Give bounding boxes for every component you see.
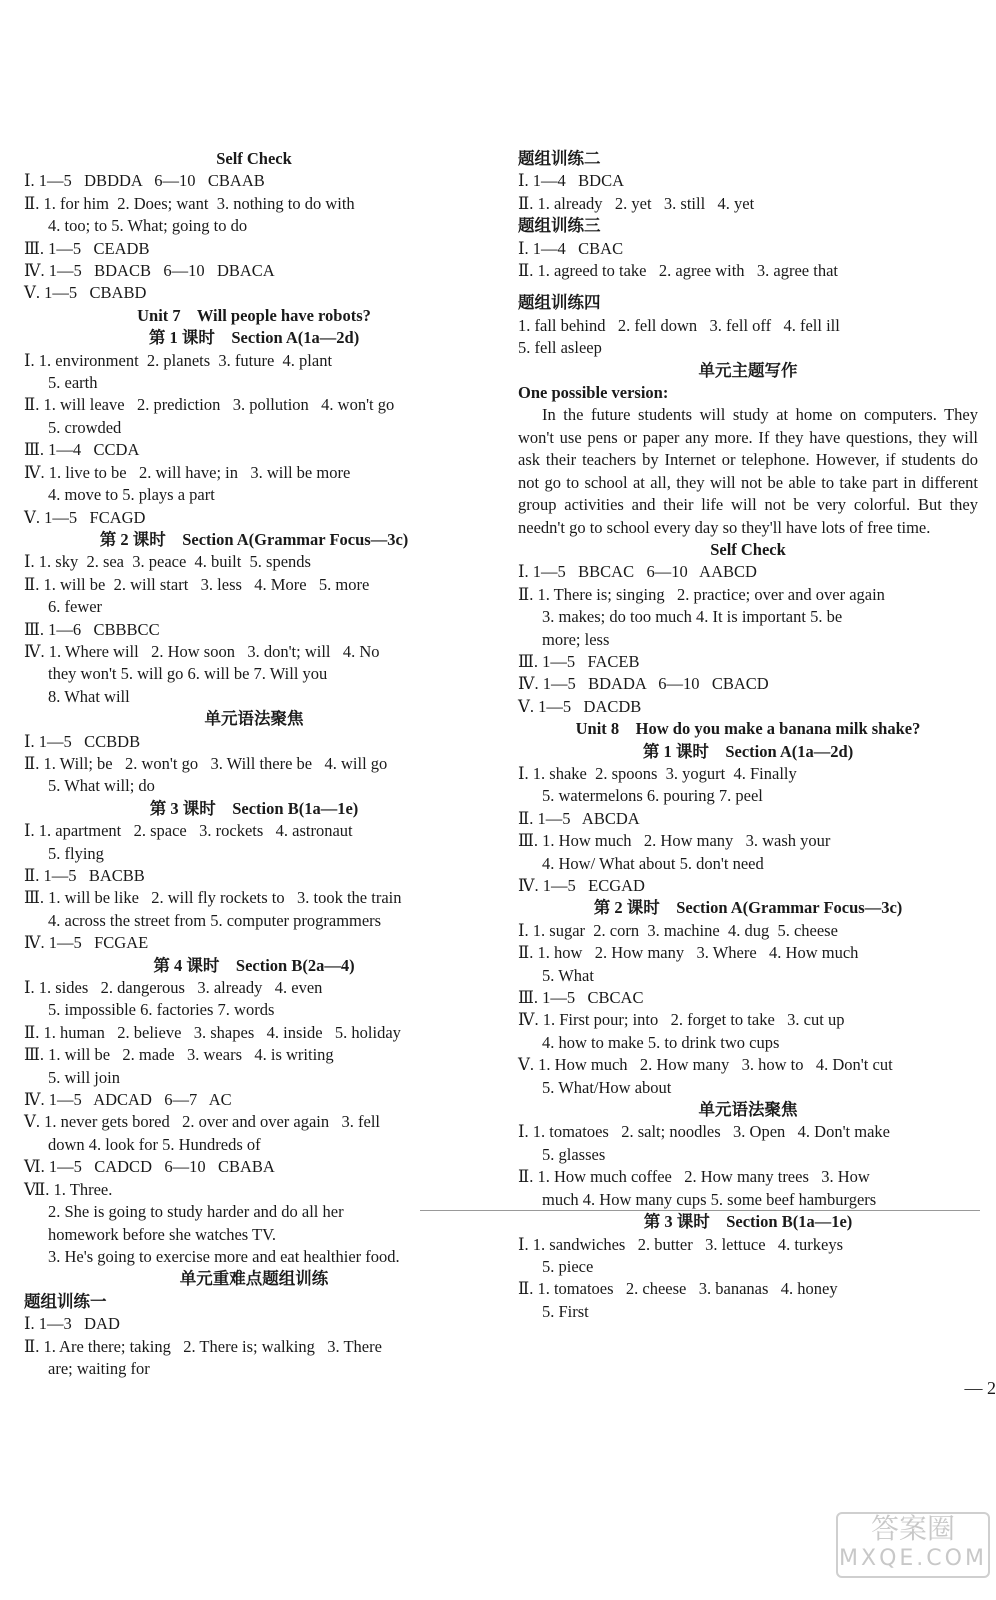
page-number: — 2 (964, 1378, 996, 1398)
answer-line: are; waiting for (48, 1358, 150, 1378)
answer-line: much 4. How many cups 5. some beef hamburgers (542, 1189, 877, 1209)
group-heading: 题组训练一 (24, 1291, 107, 1311)
right-answer-column (518, 148, 978, 1323)
section-heading: 单元主题写作 (698, 360, 798, 380)
answer-line: Ⅱ. 1. already 2. yet 3. still 4. yet (518, 193, 755, 213)
answer-line: Ⅳ. 1. First pour; into 2. forget to take 3. cut up (518, 1010, 845, 1030)
right-column-bottom (518, 539, 978, 1323)
answer-line: 3. He's going to exercise more and eat healthier food. (48, 1246, 400, 1266)
answer-line: Ⅲ. 1—6 CBBBCC (24, 619, 160, 639)
answer-line: Ⅰ. 1—4 CBAC (518, 238, 624, 258)
answer-line: Ⅰ. 1—5 BBCAC 6—10 AABCD (518, 562, 757, 582)
section-heading: 第 3 课时 Section B(1a—1e) (643, 1212, 853, 1232)
answer-line: Ⅳ. 1—5 FCGAE (24, 933, 149, 953)
answer-line: Ⅱ. 1. will be 2. will start 3. less 4. More 5. more (24, 574, 370, 594)
answer-line: Ⅲ. 1—5 CBCAC (518, 988, 644, 1008)
answer-line: Ⅳ. 1—5 ECGAD (518, 876, 645, 895)
answer-line: they won't 5. will go 6. will be 7. Will you (48, 664, 328, 684)
answer-line: Ⅱ. 1—5 ABCDA (518, 808, 640, 828)
answer-line: Ⅱ. 1. Are there; taking 2. There is; walking 3. There (24, 1336, 382, 1356)
section-heading: 第 4 课时 Section B(2a—4) (153, 955, 355, 975)
answer-line: 4. too; to 5. What; going to do (48, 216, 248, 236)
answer-line: 4. how to make 5. to drink two cups (542, 1032, 780, 1052)
answer-line: Ⅰ. 1—3 DAD (24, 1314, 120, 1334)
answer-line: 1. fall behind 2. fell down 3. fell off 4. fell ill (518, 315, 840, 335)
left-answer-column (24, 148, 484, 1380)
answer-line: Ⅰ. 1. sky 2. sea 3. peace 4. built 5. spends (24, 552, 311, 572)
answer-line: Ⅴ. 1. never gets bored 2. over and over again 3. fell (24, 1112, 381, 1132)
section-heading: Self Check (216, 149, 292, 168)
group-heading: One possible version: (518, 383, 669, 403)
section-heading: 第 1 课时 Section A(1a—2d) (148, 328, 360, 348)
answer-line: Ⅰ. 1. sugar 2. corn 3. machine 4. dug 5. cheese (518, 920, 838, 940)
answer-line: Ⅰ. 1. sides 2. dangerous 3. already 4. even (24, 978, 323, 998)
answer-line: 5. What will; do (48, 776, 155, 796)
answer-line: Ⅳ. 1. live to be 2. will have; in 3. will be more (24, 462, 351, 482)
answer-line: Ⅶ. 1. Three. (24, 1179, 113, 1199)
answer-line: 4. move to 5. plays a part (48, 485, 215, 505)
answer-line: Ⅳ. 1. Where will 2. How soon 3. don't; will 4. No (24, 641, 380, 661)
answer-line: 5. earth (48, 373, 98, 393)
group-heading: 题组训练二 (518, 149, 601, 168)
answer-line: Ⅱ. 1. human 2. believe 3. shapes 4. inside 5. holiday (24, 1022, 401, 1042)
answer-line: Ⅱ. 1. for him 2. Does; want 3. nothing to do with (24, 193, 355, 213)
watermark-logo (836, 1512, 990, 1578)
answer-line: Ⅱ. 1. how 2. How many 3. Where 4. How much (518, 943, 859, 963)
answer-line: Ⅲ. 1. will be 2. made 3. wears 4. is writing (24, 1045, 334, 1065)
answer-line: Ⅱ. 1. There is; singing 2. practice; over and over again (518, 584, 885, 604)
answer-line: Ⅱ. 1—5 BACBB (24, 866, 145, 885)
answer-line: Ⅴ. 1—5 DACDB (518, 696, 642, 716)
answer-line: Ⅰ. 1—5 CCBDB (24, 731, 141, 751)
answer-line: Ⅰ. 1. tomatoes 2. salt; noodles 3. Open 4. Don't make (518, 1122, 890, 1142)
answer-line: homework before she watches TV. (48, 1224, 277, 1244)
answer-line: 5. glasses (542, 1144, 606, 1164)
section-heading: Unit 8 How do you make a banana milk shake? (575, 719, 921, 739)
answer-line: Ⅴ. 1—5 FCAGD (24, 507, 146, 527)
answer-line: Ⅳ. 1—5 BDACB 6—10 DBACA (24, 261, 275, 281)
answer-line: 5. crowded (48, 417, 122, 437)
answer-line: Ⅴ. 1. How much 2. How many 3. how to 4. Don't cut (518, 1055, 893, 1075)
answer-line: 5. What/How about (542, 1077, 672, 1097)
answer-line: Ⅴ. 1—5 CBABD (24, 283, 147, 303)
answer-line: 5. What (542, 965, 594, 985)
answer-line: Ⅰ. 1. sandwiches 2. butter 3. lettuce 4. turkeys (518, 1234, 843, 1254)
section-heading: 单元重难点题组训练 (179, 1269, 329, 1289)
section-heading: 第 2 课时 Section A(Grammar Focus—3c) (99, 529, 409, 549)
section-heading: Unit 7 Will people have robots? (137, 305, 371, 325)
right-column-top (518, 148, 978, 404)
answer-line: 5. piece (542, 1256, 594, 1276)
watermark-subtitle: MXQE.COM (839, 1546, 987, 1571)
writing-sample-essay: In the future students will study at home on computers. They won't use pens or paper any more. If they have questions, they will ask their teachers by Internet or telephone. However, if students do not go to school at all, they will not be able to take part in different group activities and their life will not be very colorful. But they needn't go to school every day so they'll have lots of free time. (518, 405, 978, 537)
answer-line: 5. will join (48, 1067, 120, 1087)
answer-line: Ⅲ. 1—4 CCDA (24, 440, 140, 460)
answer-line: Ⅵ. 1—5 CADCD 6—10 CBABA (24, 1157, 275, 1177)
answer-line: Ⅲ. 1—5 FACEB (518, 651, 640, 671)
section-heading: 单元语法聚焦 (698, 1100, 798, 1120)
answer-line: Ⅲ. 1—5 CEADB (24, 238, 150, 258)
answer-line: Ⅳ. 1—5 ADCAD 6—7 AC (24, 1090, 232, 1110)
group-heading: 题组训练四 (518, 293, 601, 313)
group-heading: 题组训练三 (518, 216, 601, 236)
section-heading: 第 2 课时 Section A(Grammar Focus—3c) (593, 898, 903, 918)
answer-line: 8. What will (48, 686, 130, 706)
answer-line: Ⅱ. 1. will leave 2. prediction 3. pollution 4. won't go (24, 395, 395, 415)
answer-line: Ⅳ. 1—5 BDADA 6—10 CBACD (518, 674, 769, 694)
answer-line: 5. impossible 6. factories 7. words (48, 1000, 275, 1020)
section-heading: 第 3 课时 Section B(1a—1e) (149, 798, 359, 818)
answer-line: Ⅱ. 1. Will; be 2. won't go 3. Will there be 4. will go (24, 753, 388, 773)
answer-line: 4. across the street from 5. computer programmers (48, 910, 382, 930)
answer-line: 5. flying (48, 843, 104, 863)
answer-line: Ⅲ. 1. How much 2. How many 3. wash your (518, 831, 831, 851)
scan-artifact-rule (420, 1210, 980, 1211)
answer-line: Ⅰ. 1—5 DBDDA 6—10 CBAAB (24, 171, 265, 191)
answer-line: 5. First (542, 1301, 589, 1321)
answer-line: Ⅱ. 1. tomatoes 2. cheese 3. bananas 4. honey (518, 1279, 838, 1299)
answer-line: down 4. look for 5. Hundreds of (48, 1134, 261, 1154)
answer-line: 5. watermelons 6. pouring 7. peel (542, 786, 763, 806)
watermark-title: 答案圈 (870, 1512, 955, 1545)
answer-line: 4. How/ What about 5. don't need (542, 853, 764, 873)
answer-line: Ⅰ. 1—4 BDCA (518, 171, 624, 191)
answer-line: 2. She is going to study harder and do all her (48, 1202, 344, 1222)
answer-line: 5. fell asleep (518, 338, 602, 358)
section-heading: 第 1 课时 Section A(1a—2d) (642, 741, 854, 761)
answer-line: Ⅰ. 1. environment 2. planets 3. future 4. plant (24, 350, 333, 370)
section-heading: 单元语法聚焦 (204, 709, 304, 729)
answer-line: Ⅱ. 1. agreed to take 2. agree with 3. agree that (518, 261, 839, 281)
answer-line: 3. makes; do too much 4. It is important 5. be (542, 607, 843, 627)
answer-line: Ⅱ. 1. How much coffee 2. How many trees 3. How (518, 1167, 870, 1187)
answer-line: Ⅰ. 1. apartment 2. space 3. rockets 4. astronaut (24, 821, 353, 841)
section-heading: Self Check (710, 539, 786, 559)
answer-line: Ⅰ. 1. shake 2. spoons 3. yogurt 4. Finally (518, 763, 797, 783)
answer-line: Ⅲ. 1. will be like 2. will fly rockets to 3. took the train (24, 888, 402, 908)
spacer (518, 282, 978, 292)
answer-line: more; less (542, 629, 610, 649)
answer-line: 6. fewer (48, 597, 103, 617)
